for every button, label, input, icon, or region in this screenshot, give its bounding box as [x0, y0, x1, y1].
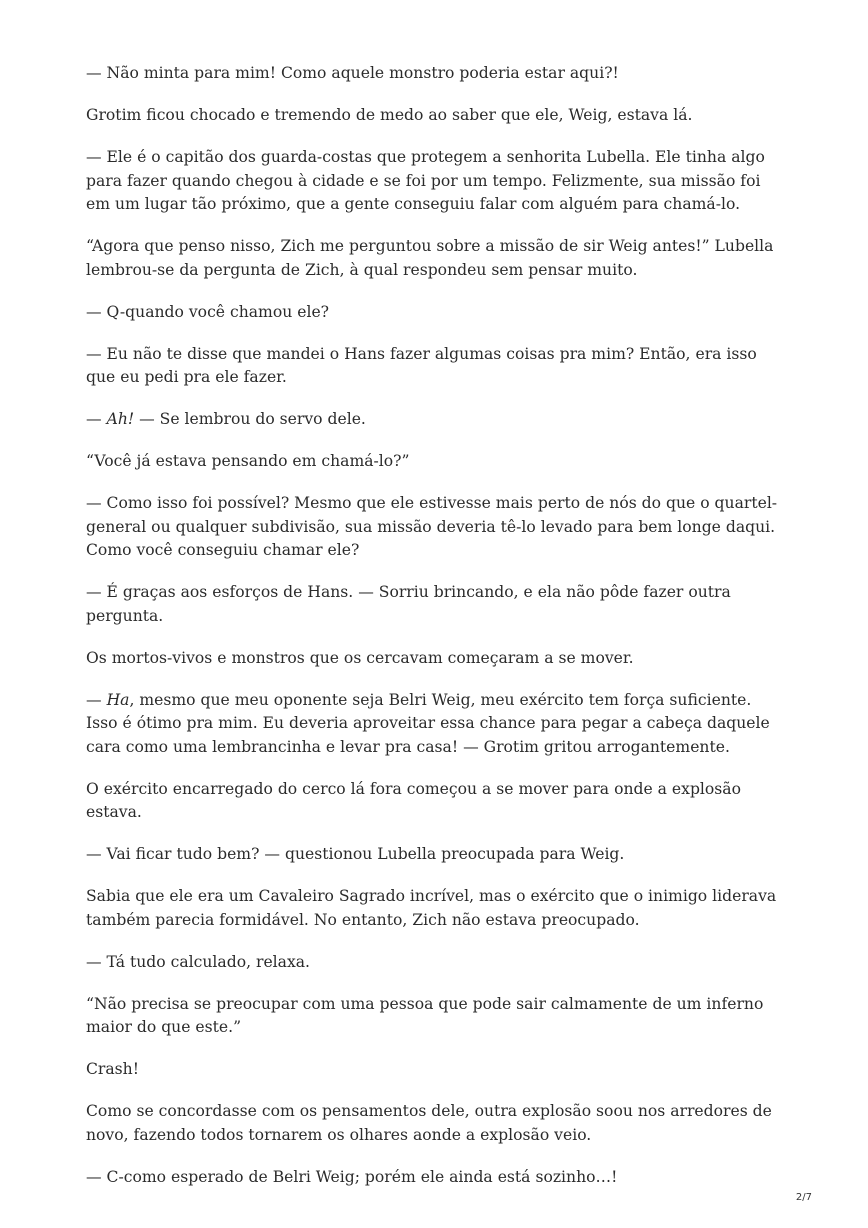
- paragraph: O exército encarregado do cerco lá fora começou a se mover para onde a explosão estava.: [86, 779, 741, 821]
- paragraph: “Não precisa se preocupar com uma pessoa que pode sair calmamente de um inferno maior do que este.”: [86, 994, 764, 1036]
- paragraph-text: , mesmo que meu oponente seja Belri Weig, meu exército tem força suficiente. Isso é ótimo pra mim. Eu deveria aproveitar essa chance para pegar a cabeça daquele cara como uma lembrancinha e levar pra casa! — Grotim gritou arrogantemente.: [86, 690, 770, 756]
- paragraph: “Agora que penso nisso, Zich me perguntou sobre a missão de sir Weig antes!” Lubella lembrou-se da pergunta de Zich, à qual respondeu sem pensar muito.: [86, 237, 774, 279]
- paragraph: — Q-quando você chamou ele?: [86, 302, 330, 321]
- paragraph: Crash!: [86, 1060, 139, 1078]
- paragraph: — Ele é o capitão dos guarda-costas que protegem a senhorita Lubella. Ele tinha algo para fazer quando chegou à cidade e se foi por um tempo. Felizmente, sua missão foi em um lugar tão próximo, que a gente conseguiu falar com alguém para chamá-lo.: [86, 148, 765, 213]
- paragraph: — Como isso foi possível? Mesmo que ele estivesse mais perto de nós do que o quartel-general ou qualquer subdivisão, sua missão deveria tê-lo levado para bem longe daqui. Como você conseguiu chamar ele?: [86, 494, 778, 559]
- paragraph: — Ah! — Se lembrou do servo dele.: [86, 410, 366, 428]
- paragraph: — Tá tudo calculado, relaxa.: [86, 952, 311, 971]
- paragraph: Como se concordasse com os pensamentos dele, outra explosão soou nos arredores de novo, fazendo todos tornarem os olhares aonde a explosão veio.: [86, 1102, 772, 1144]
- paragraph: — Eu não te disse que mandei o Hans fazer algumas coisas pra mim? Então, era isso que eu pedi pra ele fazer.: [86, 344, 757, 386]
- italic-interjection: Ah!: [106, 410, 135, 428]
- document-body: [86, 62, 786, 1208]
- paragraph: Grotim ficou chocado e tremendo de medo ao saber que ele, Weig, estava lá.: [86, 106, 693, 124]
- italic-interjection: Ha: [106, 690, 130, 709]
- paragraph: “Você já estava pensando em chamá-lo?”: [86, 452, 410, 470]
- paragraph: Sabia que ele era um Cavaleiro Sagrado incrível, mas o exército que o inimigo liderava também parecia formidável. No entanto, Zich não estava preocupado.: [86, 887, 777, 929]
- page-number: 2/7: [795, 1192, 812, 1203]
- paragraph: — Ha, mesmo que meu oponente seja Belri Weig, meu exército tem força suficiente. Isso é ótimo pra mim. Eu deveria aproveitar essa chance para pegar a cabeça daquele cara como uma lembrancinha e levar pra casa! — Grotim gritou arrogantemente.: [86, 690, 770, 756]
- paragraph: — Vai ficar tudo bem? — questionou Lubella preocupada para Weig.: [86, 845, 625, 863]
- paragraph-text: — Se lembrou do servo dele.: [134, 410, 366, 428]
- paragraph: — É graças aos esforços de Hans. — Sorriu brincando, e ela não pôde fazer outra pergunta.: [86, 583, 731, 625]
- paragraph: — Não minta para mim! Como aquele monstro poderia estar aqui?!: [86, 64, 619, 82]
- paragraph: Os mortos-vivos e monstros que os cercavam começaram a se mover.: [86, 648, 634, 667]
- paragraph: — C-como esperado de Belri Weig; porém ele ainda está sozinho…!: [86, 1167, 618, 1186]
